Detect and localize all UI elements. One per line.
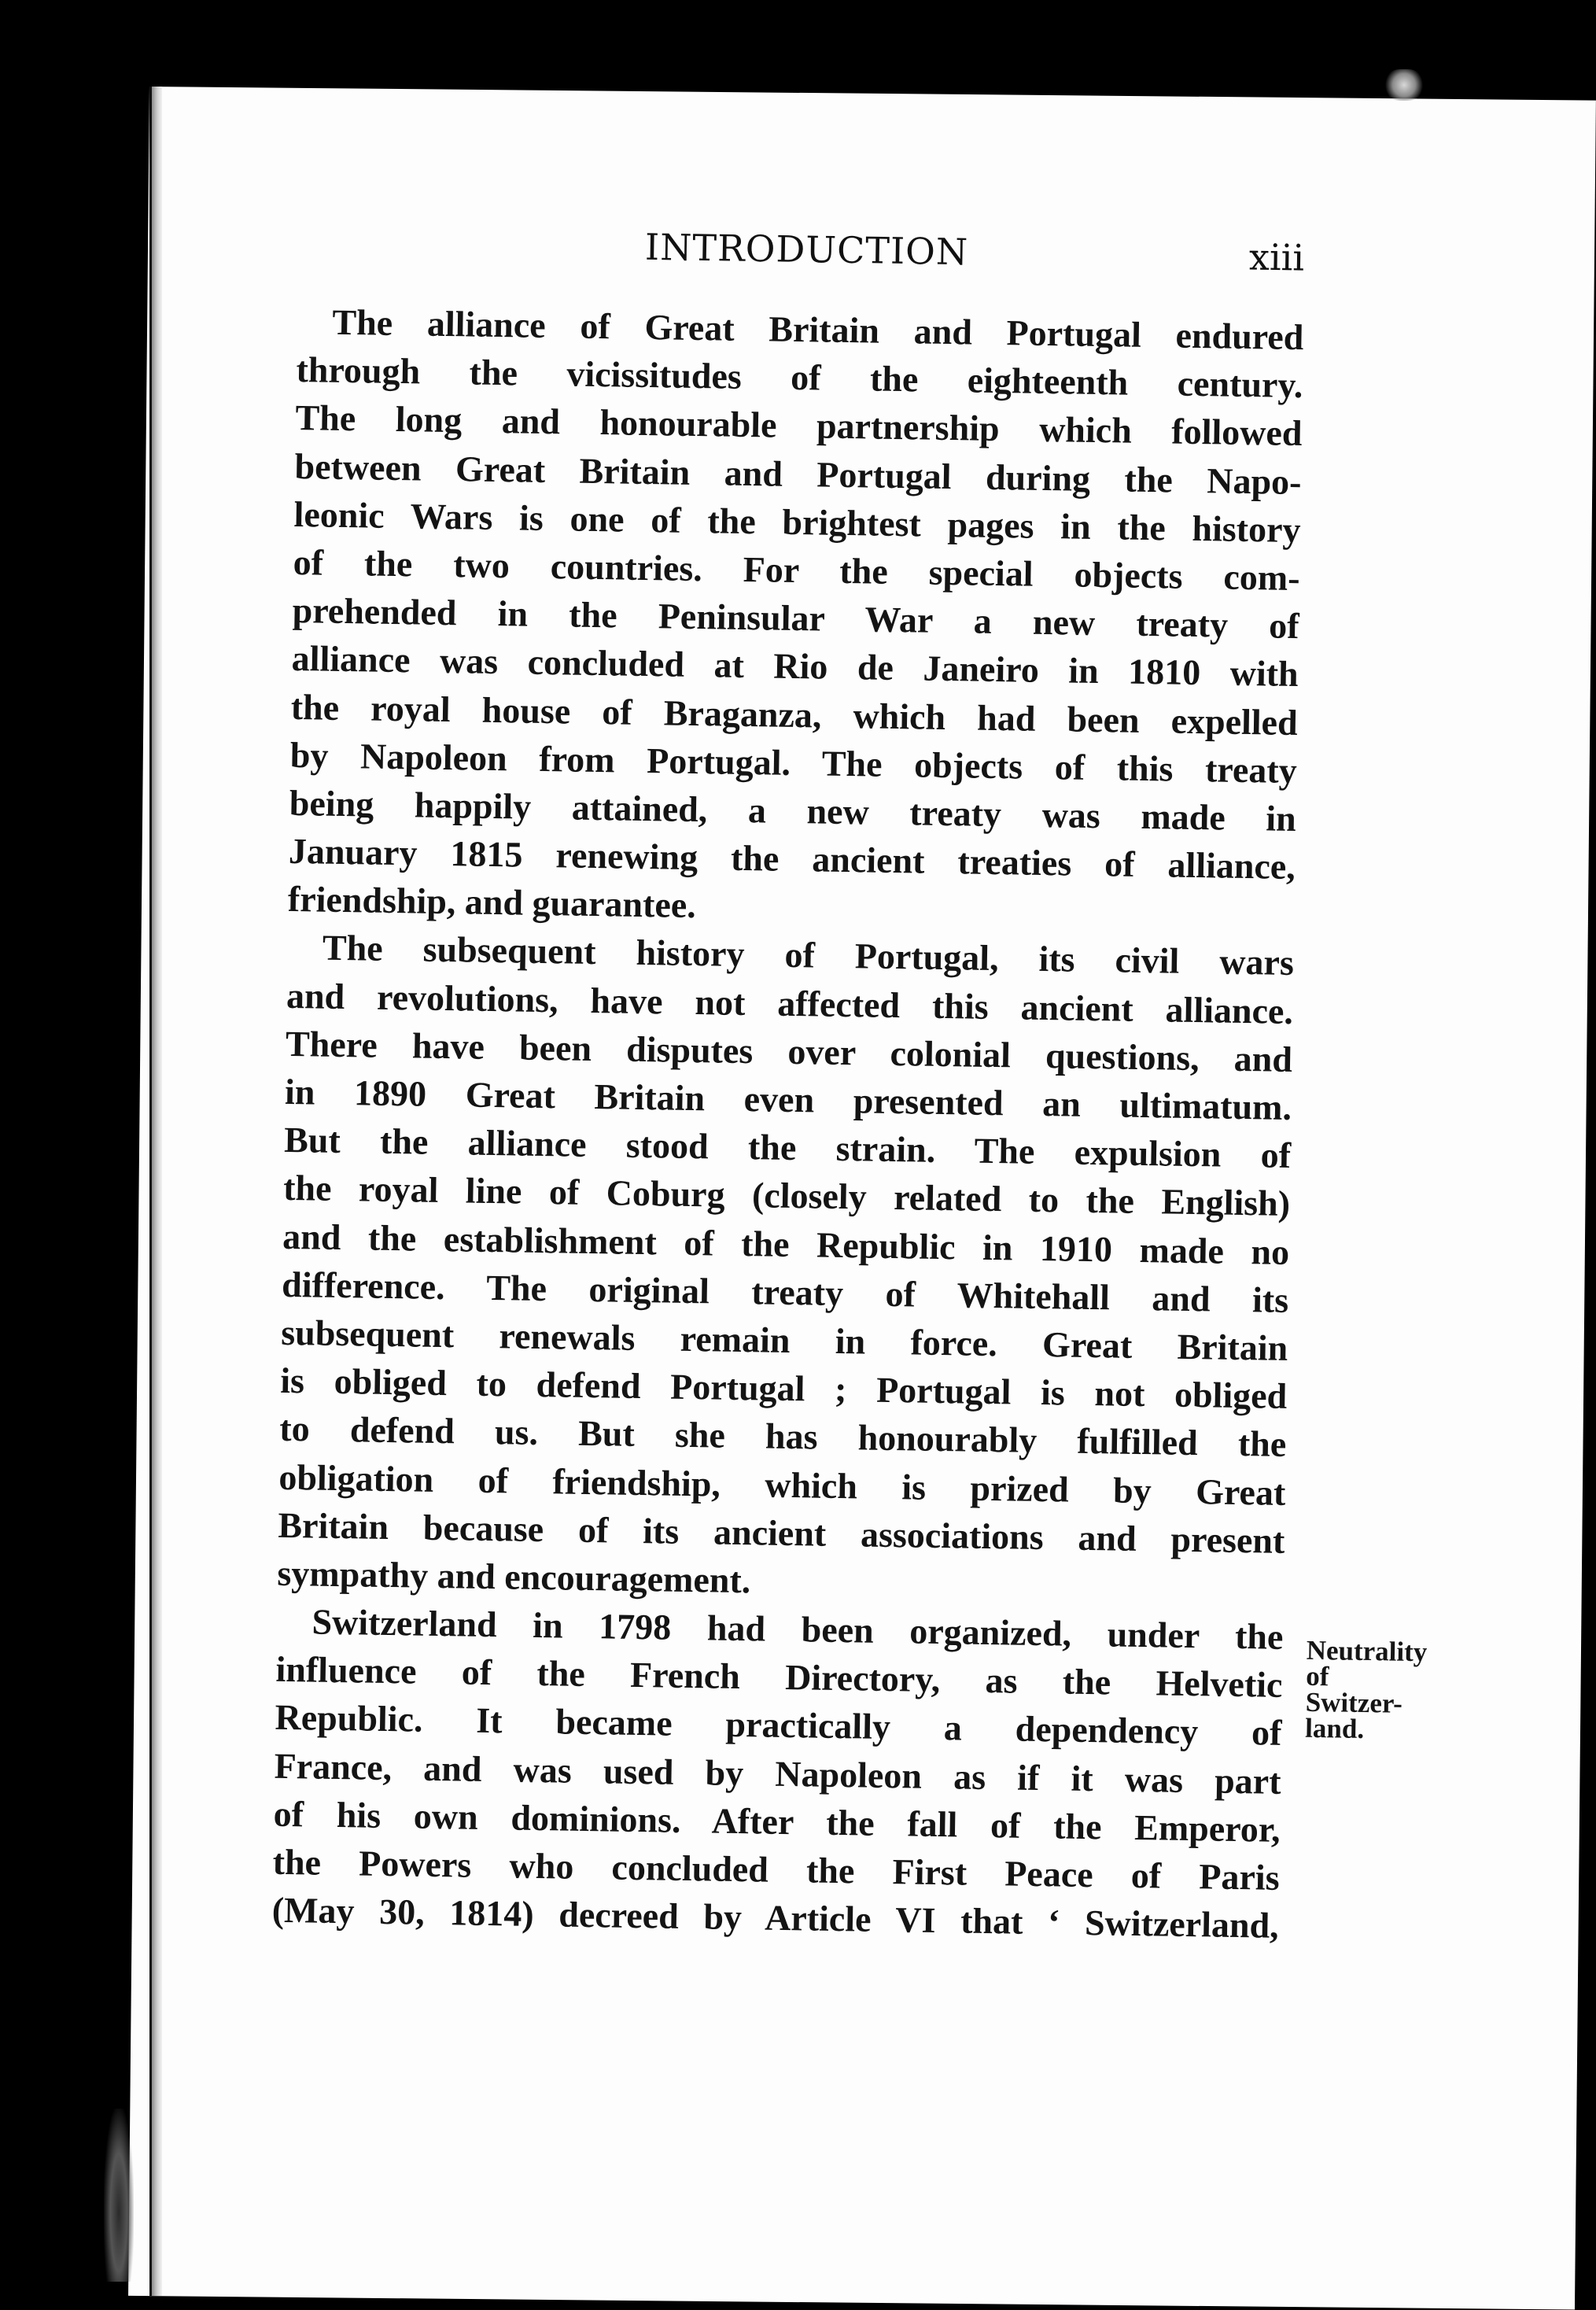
margin-note-line: land. [1304, 1712, 1365, 1744]
margin-note [1304, 1634, 1428, 1744]
margin-note-line: Neutrality [1306, 1634, 1428, 1668]
scan-blot [1384, 69, 1424, 101]
text-line: (May 30, 1814) decreed by Article VI that ‘ Switzerland, [271, 1889, 1280, 1947]
running-head: INTRODUCTION [644, 225, 969, 274]
text-line: of the two countries. For the special objects com- [293, 541, 1300, 598]
text-line: the royal house of Braganza, which had been expelled [290, 686, 1299, 743]
text-line: Britain because of its ancient associations and present [278, 1504, 1285, 1561]
text-line: between Great Britain and Portugal during the Napo- [294, 445, 1302, 502]
text-line: sympathy and encouragement. [277, 1552, 751, 1601]
text-line: the royal line of Coburg (closely related to the English) [282, 1168, 1291, 1224]
text-line: January 1815 renewing the ancient treaties of alliance, [288, 830, 1296, 887]
margin-note-line: Switzer- [1305, 1686, 1403, 1719]
text-line: by Napoleon from Portugal. The objects of this treaty [289, 734, 1298, 791]
text-line: friendship, and guarantee. [287, 879, 697, 926]
text-line: France, and was used by Napoleon as if it was part [274, 1745, 1281, 1802]
text-line: There have been disputes over colonial questions, and [285, 1023, 1293, 1079]
text-line: to defend us. But she has honourably fulfilled the [279, 1408, 1287, 1465]
text-line: of his own dominions. After the fall of the Emperor, [273, 1793, 1281, 1850]
scan-smudge [104, 2109, 134, 2282]
text-line: through the vicissitudes of the eighteenth century. [296, 349, 1303, 406]
text-line: difference. The original treaty of Whitehall and its [281, 1264, 1289, 1320]
text-line: and the establishment of the Republic in 1910 made no [282, 1216, 1290, 1272]
text-line: leonic Wars is one of the brightest pages in the history [293, 493, 1301, 550]
text-line: The long and honourable partnership which followed [295, 397, 1303, 454]
text-line: and revolutions, have not affected this ancient alliance. [286, 975, 1294, 1031]
text-line: obligation of friendship, which is prized by Great [278, 1456, 1286, 1513]
text-line: The subsequent history of Portugal, its civil wars [322, 928, 1295, 983]
text-line: being happily attained, a new treaty was made in [289, 782, 1297, 839]
text-line: is obliged to defend Portugal ; Portugal is not obliged [279, 1360, 1288, 1417]
text-line: alliance was concluded at Rio de Janeiro in 1810 with [291, 638, 1299, 695]
text-line: subsequent renewals remain in force. Great Britain [280, 1312, 1288, 1368]
body-text [271, 297, 1304, 1950]
text-line: The alliance of Great Britain and Portugal endured [332, 301, 1304, 358]
page-number: xiii [1248, 235, 1305, 279]
text-line: the Powers who concluded the First Peace of Paris [272, 1841, 1281, 1898]
margin-note-line: of [1305, 1660, 1329, 1692]
text-line: Republic. It became practically a dependency of [275, 1697, 1282, 1754]
text-line: influence of the French Directory, as the Helvetic [275, 1649, 1283, 1706]
text-line: Switzerland in 1798 had been organized, under the [311, 1601, 1284, 1657]
text-line: prehended in the Peninsular War a new treaty of [292, 590, 1299, 647]
page-gutter [149, 87, 162, 2296]
text-line: in 1890 Great Britain even presented an ultimatum. [284, 1071, 1292, 1127]
text-line: But the alliance stood the strain. The expulsion of [283, 1120, 1292, 1176]
